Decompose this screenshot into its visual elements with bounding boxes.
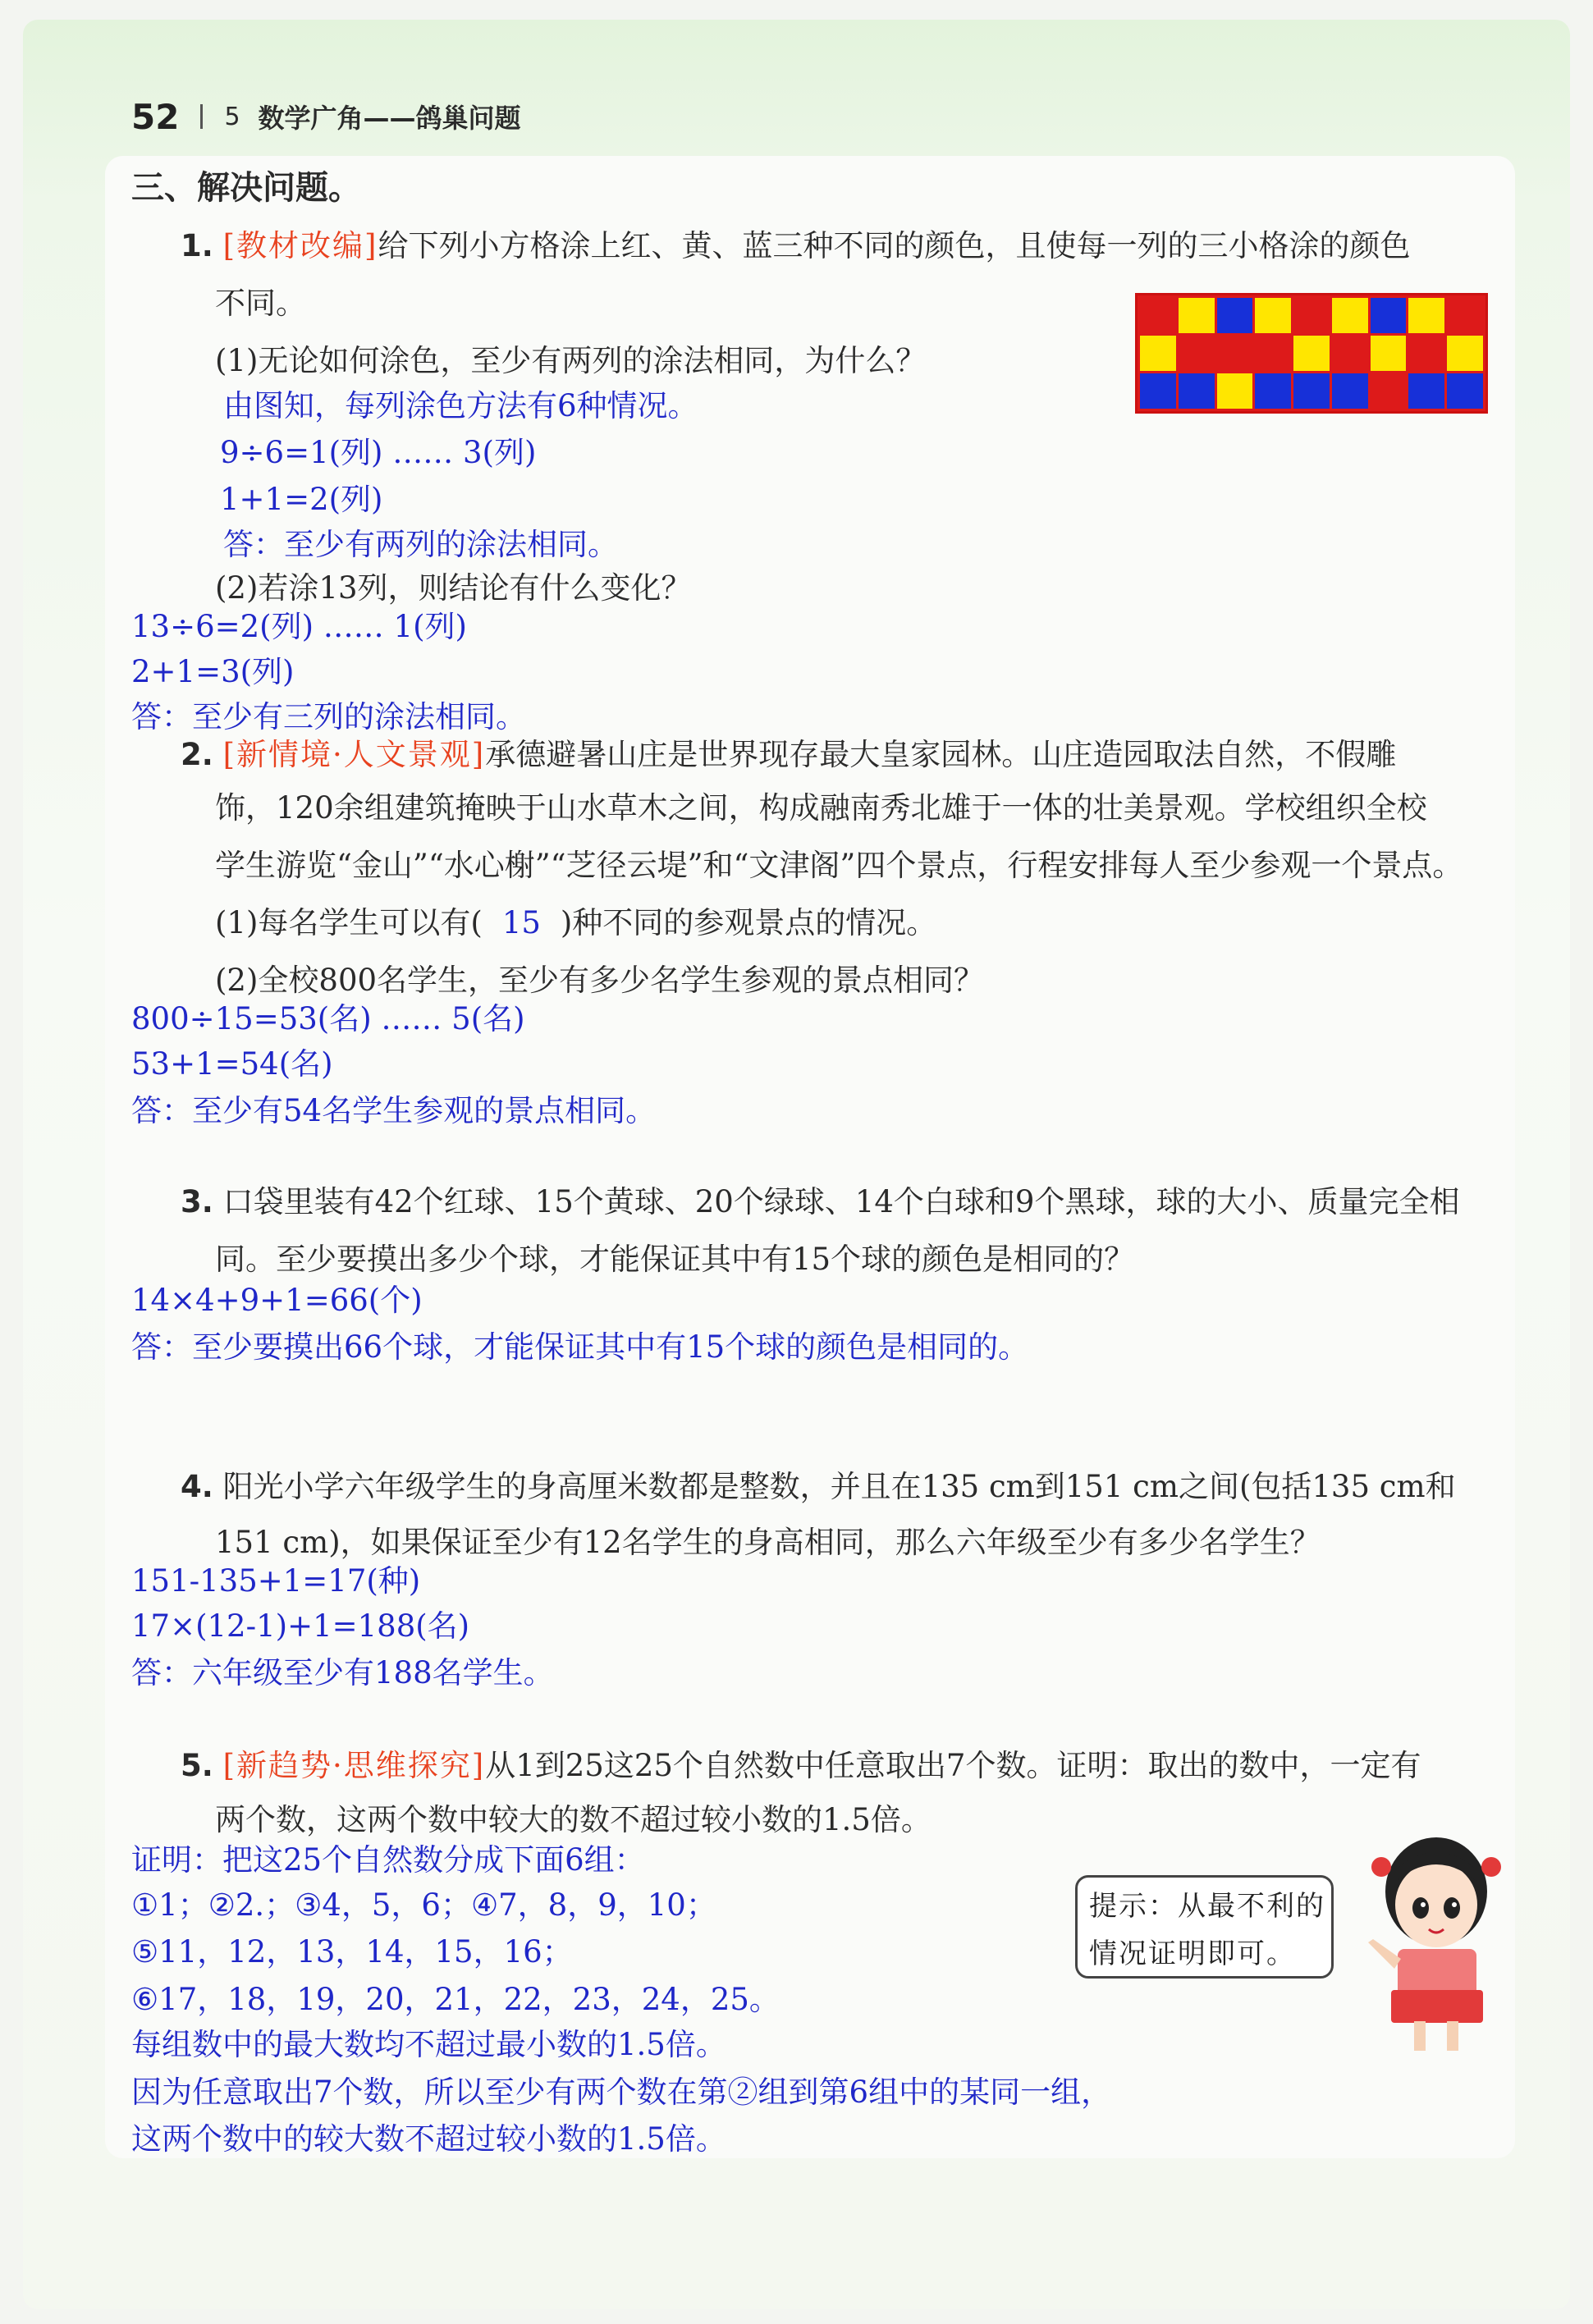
q4-text-line1: 阳光小学六年级学生的身高厘米数都是整数，并且在135 cm到151 cm之间(包括135 cm和 xyxy=(222,1469,1456,1504)
color-grid xyxy=(1135,293,1488,414)
grid-cell-blue xyxy=(1408,373,1444,409)
q2-text-line2: 饰，120余组建筑掩映于山水草木之间，构成融南秀北雄于一体的壮美景观。学校组织全校 xyxy=(215,790,1427,826)
q4-line1 xyxy=(181,1469,1456,1505)
q2-text-line3: 学生游览“金山”“水心榭”“芝径云堤”和“文津阁”四个景点，行程安排每人至少参观一个景点。 xyxy=(215,848,1463,883)
girl-skirt xyxy=(1391,1990,1483,2023)
q1-answer2-line: 2+1=3(列) xyxy=(131,654,295,689)
grid-cell-blue xyxy=(1140,373,1176,409)
grid-cell-yellow xyxy=(1293,336,1330,371)
q5-answer-line: ①1；②2.；③4，5，6；④7，8，9，10； xyxy=(131,1887,716,1923)
q1-number: 1. xyxy=(181,228,213,263)
girl-leg xyxy=(1447,2021,1458,2051)
q2-text-line1: 承德避暑山庄是世界现存最大皇家园林。山庄造园取法自然，不假雕 xyxy=(485,737,1397,772)
girl-eye-shine xyxy=(1452,1902,1457,1907)
grid-cell-red xyxy=(1447,298,1483,333)
grid-cell-yellow xyxy=(1408,298,1444,333)
q2-line1 xyxy=(181,737,1396,773)
grid-cell-yellow xyxy=(1332,298,1368,333)
q4-answer-line: 答：六年级至少有188名学生。 xyxy=(131,1655,554,1690)
chapter-title: 数学广角——鸽巢问题 xyxy=(258,103,521,134)
girl-hair-bow xyxy=(1481,1857,1501,1877)
grid-cell-red xyxy=(1408,336,1444,371)
q1-answer1-line: 9÷6=1(列) …… 3(列) xyxy=(220,435,537,470)
q1-answer2-line: 答：至少有三列的涂法相同。 xyxy=(131,699,526,734)
grid-cell-blue xyxy=(1179,373,1215,409)
q1-answer2-line: 13÷6=2(列) …… 1(列) xyxy=(131,609,467,644)
grid-cell-blue xyxy=(1293,373,1330,409)
girl-leg xyxy=(1414,2021,1426,2051)
chapter-number: 5 xyxy=(224,102,240,131)
q5-tag: [新趋势·思维探究] xyxy=(222,1748,486,1783)
girl-eye-shine xyxy=(1421,1902,1426,1907)
header-divider xyxy=(200,104,203,129)
q4-text-line2: 151 cm)，如果保证至少有12名学生的身高相同，那么六年级至少有多少名学生？ xyxy=(215,1525,1321,1560)
grid-cell-yellow xyxy=(1371,336,1407,371)
girl-illustration xyxy=(1358,1818,1514,2056)
page-number: 52 xyxy=(131,96,180,137)
hint-line2: 情况证明即可。 xyxy=(1089,1937,1296,1970)
girl-eye xyxy=(1412,1897,1429,1919)
q5-text-line1: 从1到25这25个自然数中任意取出7个数。证明：取出的数中，一定有 xyxy=(485,1748,1421,1783)
q1-text-line1: 给下列小方格涂上红、黄、蓝三种不同的颜色，且使每一列的三小格涂的颜色 xyxy=(378,228,1411,263)
q5-answer-line: 因为任意取出7个数，所以至少有两个数在第②组到第6组中的某同一组， xyxy=(131,2075,1112,2110)
q2-answer-line: 53+1=54(名) xyxy=(131,1046,333,1082)
q3-line1 xyxy=(181,1184,1459,1220)
q3-text-line2: 同。至少要摸出多少个球，才能保证其中有15个球的颜色是相同的？ xyxy=(215,1242,1135,1277)
grid-cell-yellow xyxy=(1179,298,1215,333)
girl-arm xyxy=(1368,1939,1401,1969)
q2-number: 2. xyxy=(181,737,213,772)
q3-answer-line: 答：至少要摸出66个球，才能保证其中有15个球的颜色是相同的。 xyxy=(131,1329,1029,1365)
q3-number: 3. xyxy=(181,1184,213,1219)
q2-sub2: (2)全校800名学生，至少有多少名学生参观的景点相同？ xyxy=(215,963,985,998)
page-header xyxy=(131,92,521,141)
grid-cell-blue xyxy=(1447,373,1483,409)
q1-sub2: (2)若涂13列，则结论有什么变化？ xyxy=(215,570,692,606)
girl-eye xyxy=(1444,1897,1460,1919)
girl-shirt xyxy=(1398,1949,1476,1997)
q2-answer-line: 答：至少有54名学生参观的景点相同。 xyxy=(131,1093,657,1128)
q1-sub1: (1)无论如何涂色，至少有两列的涂法相同，为什么？ xyxy=(215,343,927,378)
grid-cell-blue xyxy=(1332,373,1368,409)
q1-line1 xyxy=(181,228,1410,264)
grid-cell-yellow xyxy=(1217,373,1253,409)
q4-answer-line: 151-135+1=17(种) xyxy=(131,1563,421,1599)
q5-answer-line: 每组数中的最大数均不超过最小数的1.5倍。 xyxy=(131,2027,726,2062)
q1-tag: [教材改编] xyxy=(222,228,378,263)
q2-sub1-answer: 15 xyxy=(501,905,541,940)
q3-answer-line: 14×4+9+1=66(个) xyxy=(131,1283,423,1318)
girl-face xyxy=(1395,1862,1477,1947)
q2-sub1 xyxy=(215,905,936,941)
grid-cell-red xyxy=(1179,336,1215,371)
q5-answer-line: 证明：把这25个自然数分成下面6组： xyxy=(131,1842,645,1878)
grid-cell-red xyxy=(1332,336,1368,371)
q2-sub1-after: )种不同的参观景点的情况。 xyxy=(560,905,937,940)
grid-cell-red xyxy=(1255,336,1291,371)
grid-cell-yellow xyxy=(1255,298,1291,333)
q5-answer-line: ⑥17，18，19，20，21，22，23，24，25。 xyxy=(131,1982,780,2017)
girl-hair-bow xyxy=(1371,1857,1391,1877)
hint-bubble xyxy=(1075,1875,1334,1979)
q1-text-line2: 不同。 xyxy=(215,286,306,321)
grid-cell-red xyxy=(1140,298,1176,333)
grid-cell-yellow xyxy=(1447,336,1483,371)
grid-cell-blue xyxy=(1371,298,1407,333)
q1-answer1-line: 答：至少有两列的涂法相同。 xyxy=(223,527,618,562)
q5-text-line2: 两个数，这两个数中较大的数不超过较小数的1.5倍。 xyxy=(215,1802,932,1837)
q3-text-line1: 口袋里装有42个红球、15个黄球、20个绿球、14个白球和9个黑球，球的大小、质量完全相 xyxy=(222,1184,1460,1219)
q2-tag: [新情境·人文景观] xyxy=(222,737,486,772)
section-title: 三、解决问题。 xyxy=(131,169,361,207)
q1-answer1-line: 由图知，每列涂色方法有6种情况。 xyxy=(223,388,698,423)
grid-cell-red xyxy=(1371,373,1407,409)
grid-cell-yellow xyxy=(1140,336,1176,371)
q5-line1 xyxy=(181,1748,1421,1784)
q2-sub1-before: (1)每名学生可以有( xyxy=(215,905,483,940)
grid-cell-blue xyxy=(1217,298,1253,333)
hint-line1: 提示：从最不利的 xyxy=(1089,1890,1325,1923)
q4-answer-line: 17×(12-1)+1=188(名) xyxy=(131,1608,470,1644)
q5-answer-line: 这两个数中的较大数不超过较小数的1.5倍。 xyxy=(131,2121,726,2157)
q4-number: 4. xyxy=(181,1469,213,1504)
q5-number: 5. xyxy=(181,1748,213,1783)
q5-answer-line: ⑤11，12，13，14，15，16； xyxy=(131,1934,573,1969)
q1-answer1-line: 1+1=2(列) xyxy=(220,482,383,517)
grid-cell-blue xyxy=(1255,373,1291,409)
grid-cell-red xyxy=(1217,336,1253,371)
q2-answer-line: 800÷15=53(名) …… 5(名) xyxy=(131,1001,525,1036)
grid-cell-red xyxy=(1293,298,1330,333)
